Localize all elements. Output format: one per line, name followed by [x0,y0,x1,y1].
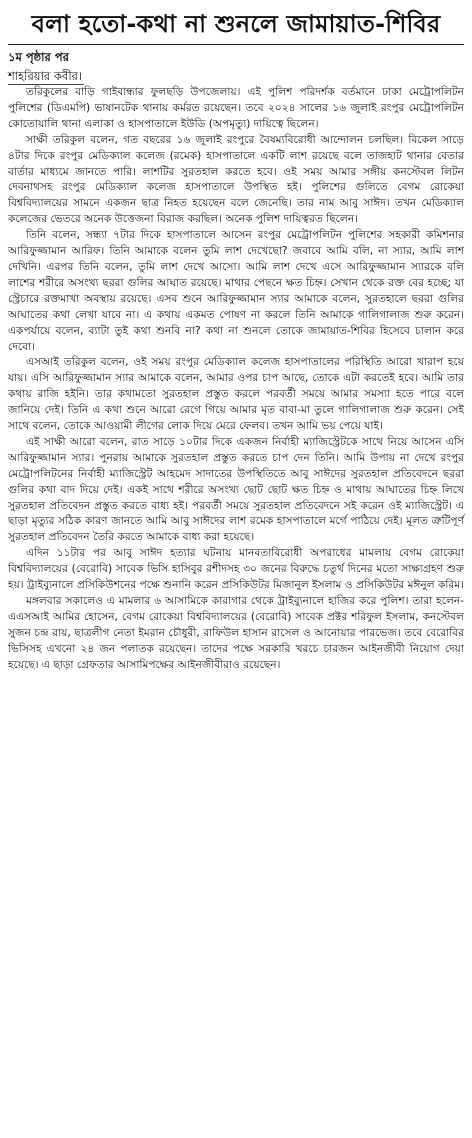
article-body [8,85,464,674]
paragraph-6: এদিন ১১টার পর আবু সাঈদ হত্যার ঘটনায় মানবতাবিরোধী অপরাধের মামলায় বেগম রোকেয়া বিশ্ববিদ্যালয়ের (বেরোবি) সাবেক ভিসি হাসিবুর রশীদসহ ৩০ জনের বিরুদ্ধে চতুর্থ দিনের মতো সাক্ষ্যগ্রহণ শুরু হয়। ট্রাইব্যুনালে প্রসিকিউশনের পক্ষে শুনানি করেন প্রসিকিউটর মিজানুল ইসলাম ও প্রসিকিউটর মঈনুল করিম। [8,547,464,592]
headline: বলা হতো-কথা না শুনলে জামায়াত-শিবির [31,10,441,38]
paragraph-2: সাক্ষী তরিকুল বলেন, গত বছরের ১৬ জুলাই রংপুরে বৈষম্যবিরোধী আন্দোলন চলছিল। বিকেল সাড়ে ৪টার দিকে রংপুর মেডিক্যাল কলেজ (রমেক) হাসপাতালে একটি লাশ রয়েছে বলে তাজহাট থানার বেতার বার্তার মাধ্যমে জানতে পারি। লাশটির সুরতহাল করতে হবে। ওই সময় আমার সঙ্গীয় কনস্টেবল লিটন দেবনাথসহ রংপুর মেডিক্যাল কলেজ হাসপাতালে উপস্থিত হই। পুলিশের গুলিতে বেগম রোকেয়া বিশ্ববিদ্যালয়ের সামনে একজন ছাত্র নিহত হয়েছেন বলে জেনেছি। তার নাম আবু সাঈদ। তখন মেডিক্যাল কলেজের ভেতরে অনেক উত্তেজনা বিরাজ করছিল। অনেক পুলিশ দায়িত্বরত ছিলেন। [8,133,464,226]
paragraph-4: এসআই তরিকুল বলেন, ওই সময় রংপুর মেডিক্যাল কলেজ হাসপাতালের পরিস্থিতি আরো খারাপ হয়ে যায়। এসি আরিফুজ্জামান স্যার আমাকে বলেন, আমার ওপর চাপ আছে, তোকে এটা করতেই হবে। আমি তার কথায় রাজি হইনি। তার কথামতো সুরতহাল প্রস্তুত করলে পরবর্তী সময়ে আমার সমস্যা হতে পারে বলে জানিয়ে দেই। তিনি এ কথা শুনে আরো রেগে গিয়ে আমার মৃত বাবা-মা তুলে গালিগালাজ শুরু করেন। সেই সাথে বলেন, তোকে আওয়ামী লীগের লোক দিয়ে মেরে ফেলব। তখন আমি ভয় পেয়ে যাই। [8,356,464,433]
paragraph-1: তরিকুলের বাড়ি গাইবান্ধার ফুলছড়ি উপজেলায়। এই পুলিশ পরিদর্শক বর্তমানে ঢাকা মেট্রোপলিটন পুলিশের (ডিএমপি) ভাষানটেক থানায় কর্মরত রয়েছেন। তবে ২০২৪ সালের ১৬ জুলাই রংপুর মেট্রোপলিটন কোতোয়ালি থানা এলাকা ও হাসপাতালে ইউডি (অপমৃত্যু) দায়িত্বে ছিলেন। [8,86,464,130]
paragraph-5: এই সাক্ষী আরো বলেন, রাত সাড়ে ১০টার দিকে একজন নির্বাহী ম্যাজিস্ট্রেটকে সাথে নিয়ে আসেন এসি আরিফুজ্জামান স্যার। পুনরায় আমাকে সুরতহাল প্রস্তুত করতে চাপ দেন তিনি। আমি উপায় না দেখে রংপুর মেট্রোপলিটনের নির্বাহী ম্যাজিস্ট্রেট আহমেদ সাদাতের উপস্থিতিতে আবু সাঈদের সুরতহাল প্রতিবেদনে ছররা গুলির কথা বাদ দিয়ে দেই। একই সাথে শরীরে অসংখ্য ছোট ছোট ক্ষত চিহ্ন ও মাথায় আঘাতের চিহ্ন লিখে সুরতহাল প্রতিবেদন প্রস্তুত করতে বাধ্য হই। পরবর্তী সময়ে সুরতহাল প্রতিবেদনে সই করেন ওই ম্যাজিস্ট্রেট। এ ছাড়া মৃত্যুর সঠিক কারণ জানতে আমি আবু সাঈদের লাশ রমেক হাসপাতালে মর্গে পাঠিয়ে দেই। মূলত ত্রুটিপূর্ণ সুরতহাল প্রতিবেদন তৈরি করতে আমাকে বাধ্য করা হয়েছে। [8,435,464,544]
paragraph-3: তিনি বলেন, সন্ধ্যা ৭টার দিকে হাসপাতালে আসেন রংপুর মেট্রোপলিটন পুলিশের সহকারী কমিশনার আরিফুজ্জামান আরিফ। তিনি আমাকে বলেন তুমি লাশ দেখেছো? জবাবে আমি বলি, না স্যার, আমি লাশ দেখিনি। এরপর তিনি বলেন, তুমি লাশ দেখে আসো। আমি লাশ দেখে এসে আরিফুজ্জামান স্যারকে বলি লাশের শরীরে অসংখ্য ছররা গুলির আঘাত রয়েছে। মাথার পেছনে ক্ষত চিহ্ন। সেখান থেকে রক্ত বের হচ্ছে; যা স্ট্রেচারে রক্তমাখা অবস্থায় রয়েছে। এসব শুনে আরিফুজ্জামান স্যার আমাকে বলেন, সুরতহালে ছররা গুলির আঘাতের কথা লেখা যাবে না। এ কথায় একমত পোষণ না করলে তিনি আমাকে গালিগালাজ শুরু করেন। একপর্যায়ে বলেন, ব্যাটা তুই কথা শুনবি না? কথা না শুনলে তোকে জামায়াত-শিবির হিসেবে চালান করে দেবো। [8,229,464,353]
continuation-note: ১ম পৃষ্ঠার পর [8,50,69,64]
headline-divider [8,44,464,45]
byline: শাহরিয়ার কবীর। [8,69,83,83]
paragraph-7: মঙ্গলবার সকালেও এ মামলার ৬ আসামিকে কারাগার থেকে ট্রাইব্যুনালে হাজির করে পুলিশ। তারা হলেন- এএসআই আমির হোসেন, বেগম রোকেয়া বিশ্ববিদ্যালয়ের (বেরোবি) সাবেক প্রক্টর শরিফুল ইসলাম, কনস্টেবল সুজন চন্দ্র রায়, ছাত্রলীগ নেতা ইমরান চৌধুরী, রাফিউল হাসান রাসেল ও আনোয়ার পারভেজ। তবে বেরোবির ভিসিসহ এখনো ২৪ জন পলাতক রয়েছেন। তাদের পক্ষে সরকারি খরচে চারজন আইনজীবী নিয়োগ দেয়া হয়েছে। এ ছাড়া গ্রেফতার আসামিপক্ষের আইনজীবীরাও রয়েছেন। [8,595,464,671]
